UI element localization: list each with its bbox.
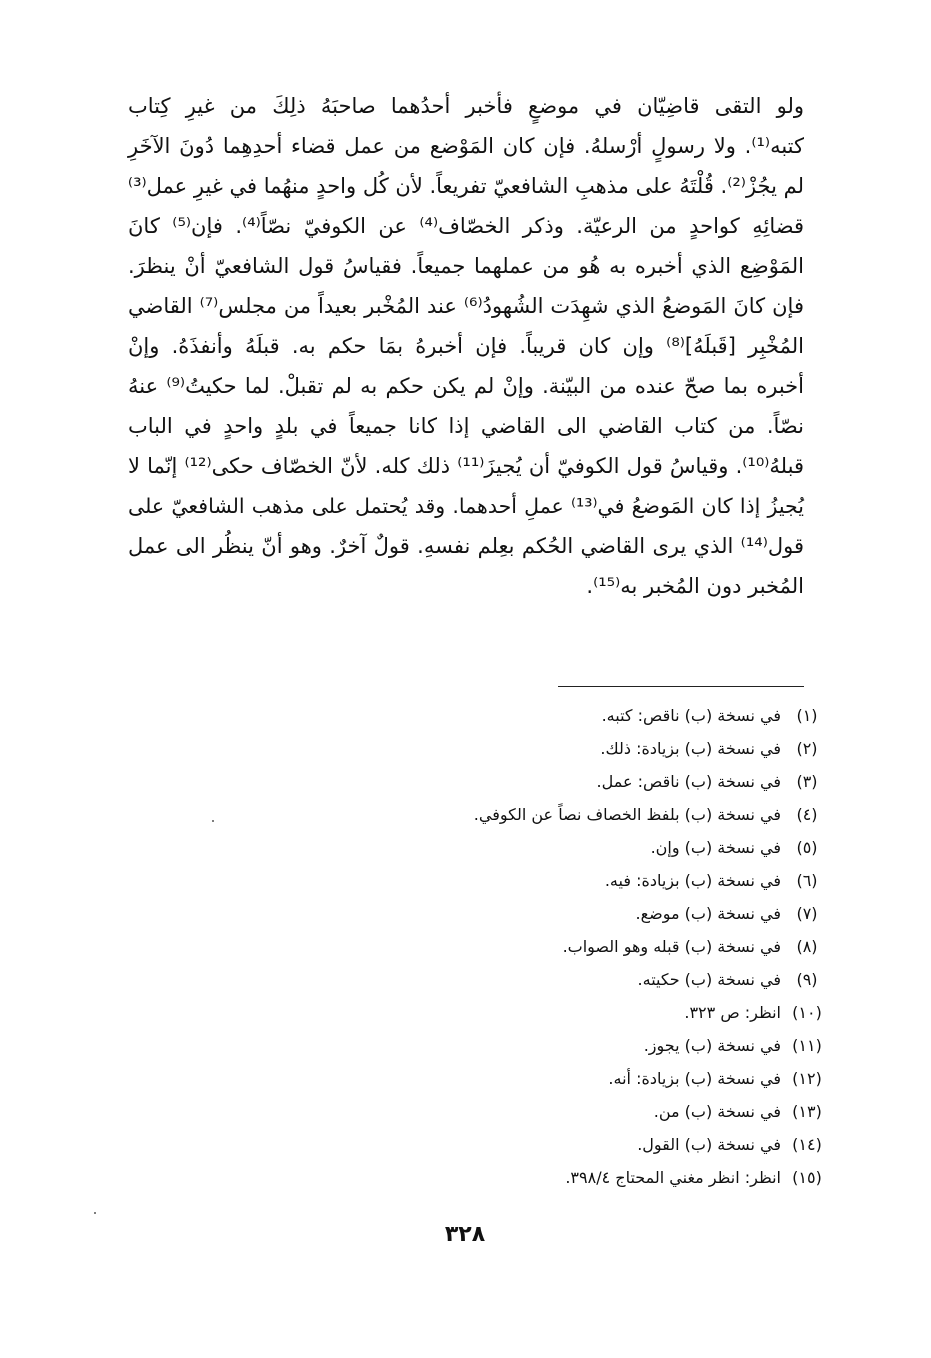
scan-speck xyxy=(212,820,214,822)
footnote-number: (٣) xyxy=(796,772,818,791)
footnote-text: في نسخة (ب) بلفظ الخصاف نصاً عن الكوفي. xyxy=(473,805,781,824)
footnote-text: في نسخة (ب) ناقص: كتبه. xyxy=(601,706,781,725)
body-line: يُجيزُ إذا كان المَوضعُ في⁽¹³⁾ عملِ أحدهما. وقد يُحتمل على مذهب الشافعيّ على xyxy=(128,494,804,518)
footnote-text: في نسخة (ب) بزيادة: أنه. xyxy=(608,1069,781,1088)
footnote xyxy=(269,930,829,963)
footnote-number: (١٢) xyxy=(792,1069,822,1088)
footnote xyxy=(269,996,829,1029)
body-line: كتبه⁽¹⁾. ولا رسولٍ أرْسلهُ. فإن كان المَوْضع من عمل قضاء أحدِهِما دُونَ الآخَرِ xyxy=(128,134,804,158)
footnote-text: في نسخة (ب) قبله وهو الصواب. xyxy=(562,937,781,956)
body-line: قضائِهِ كواحدٍ من الرعيّة. وذكر الخصّاف⁽⁴⁾ عن الكوفيّ نصّاً⁽⁴⁾. فإن⁽⁵⁾ كانَ xyxy=(128,214,804,238)
footnote-number: (١٥) xyxy=(792,1168,822,1187)
body-line: قول⁽¹⁴⁾ الذي يرى القاضي الحُكم بعِلم نفسهِ. قولٌ آخرٌ. وهو أنّ ينظُر الى عمل xyxy=(128,534,804,558)
body-line: أخبره بما صحّ عنده من البيّنة. وإنْ لم يكن حكم به لم تقبلْ. لما حكيتُ⁽⁹⁾ عنهُ xyxy=(128,374,804,398)
footnote-text: في نسخة (ب) حكيته. xyxy=(637,970,781,989)
footnote-text: في نسخة (ب) من. xyxy=(653,1102,781,1121)
footnote xyxy=(269,831,829,864)
footnotes-list xyxy=(269,699,829,1194)
footnote xyxy=(269,864,829,897)
footnote-number: (٦) xyxy=(796,871,818,890)
footnote-number: (٨) xyxy=(796,937,818,956)
footnote-number: (٧) xyxy=(796,904,818,923)
footnote xyxy=(269,798,829,831)
footnote-number: (١٠) xyxy=(792,1003,822,1022)
footnote-text: في نسخة (ب) وإن. xyxy=(650,838,781,857)
footnote xyxy=(269,765,829,798)
footnote-text: في نسخة (ب) بزيادة: ذلك. xyxy=(600,739,781,758)
footnote xyxy=(269,963,829,996)
footnote-number: (٤) xyxy=(796,805,818,824)
footnote xyxy=(269,1095,829,1128)
footnote-text: في نسخة (ب) موضع. xyxy=(635,904,781,923)
footnote-text: في نسخة (ب) القول. xyxy=(637,1135,781,1154)
footnote xyxy=(269,1029,829,1062)
body-line: ولو التقى قاضِيّان في موضعٍ فأخبر أحدُهما صاحبَهُ ذلِكَ من غيرِ كِتاب xyxy=(128,94,804,118)
body-line: المُخبر دون المُخبر به⁽¹⁵⁾. xyxy=(586,574,804,598)
footnote-text: انظر: ص ٣٢٣. xyxy=(684,1003,781,1022)
footnote-number: (٢) xyxy=(796,739,818,758)
body-line: نصّاً. من كتاب القاضي الى القاضي إذا كانا جميعاً في بلدٍ واحدٍ في الباب xyxy=(128,414,804,438)
footnote-number: (١١) xyxy=(792,1036,822,1055)
body-line: لم يجُزْ⁽²⁾. قُلْتَهُ على مذهبِ الشافعيّ تفريعاً. لأن كُل واحدٍ منهُما في غيرِ عمل⁽³⁾ xyxy=(127,174,804,198)
footnote-text: في نسخة (ب) بزيادة: فيه. xyxy=(604,871,781,890)
footnote xyxy=(269,699,829,732)
body-line: المَوْضِع الذي أخبره به هُو من عملهما جميعاً. فقياسُ قول الشافعيّ أنْ ينظرَ. xyxy=(128,254,804,278)
footnote-text: انظر: انظر مغني المحتاج ٣٩٨/٤. xyxy=(565,1168,781,1187)
footnote-number: (١) xyxy=(796,706,818,725)
footnote xyxy=(269,1161,829,1194)
footnote-number: (٩) xyxy=(796,970,818,989)
body-line: فإن كانَ المَوضعُ الذي شهِدَت الشُهودُ⁽⁶⁾ عند المُخْبر بعيداً من مجلس⁽⁷⁾ القاضي xyxy=(128,294,804,318)
footnote-number: (١٣) xyxy=(792,1102,822,1121)
footnote xyxy=(269,897,829,930)
body-line: المُخْبِر [قَبلَهُ]⁽⁸⁾ وإن كان قريباً. فإن أخبرهُ بمَا حكم به. قبلَهُ وأنفذَهُ. وإنْ xyxy=(128,334,804,358)
footnote-text: في نسخة (ب) ناقص: عمل. xyxy=(596,772,781,791)
footnote-separator xyxy=(558,686,804,687)
footnote-number: (٥) xyxy=(796,838,818,857)
footnote xyxy=(269,1128,829,1161)
scan-speck xyxy=(94,1212,96,1214)
footnote xyxy=(269,1062,829,1095)
footnote xyxy=(269,732,829,765)
footnote-number: (١٤) xyxy=(792,1135,822,1154)
page-number: ٣٢٨ xyxy=(444,1222,486,1247)
body-text xyxy=(128,86,804,606)
footnote-text: في نسخة (ب) يجوز. xyxy=(643,1036,781,1055)
body-line: قبلهُ⁽¹⁰⁾. وقياسُ قول الكوفيّ أن يُجيزَ⁽¹¹⁾ ذلك كله. لأنّ الخصّاف حكى⁽¹²⁾ إنّما لا xyxy=(128,454,805,478)
